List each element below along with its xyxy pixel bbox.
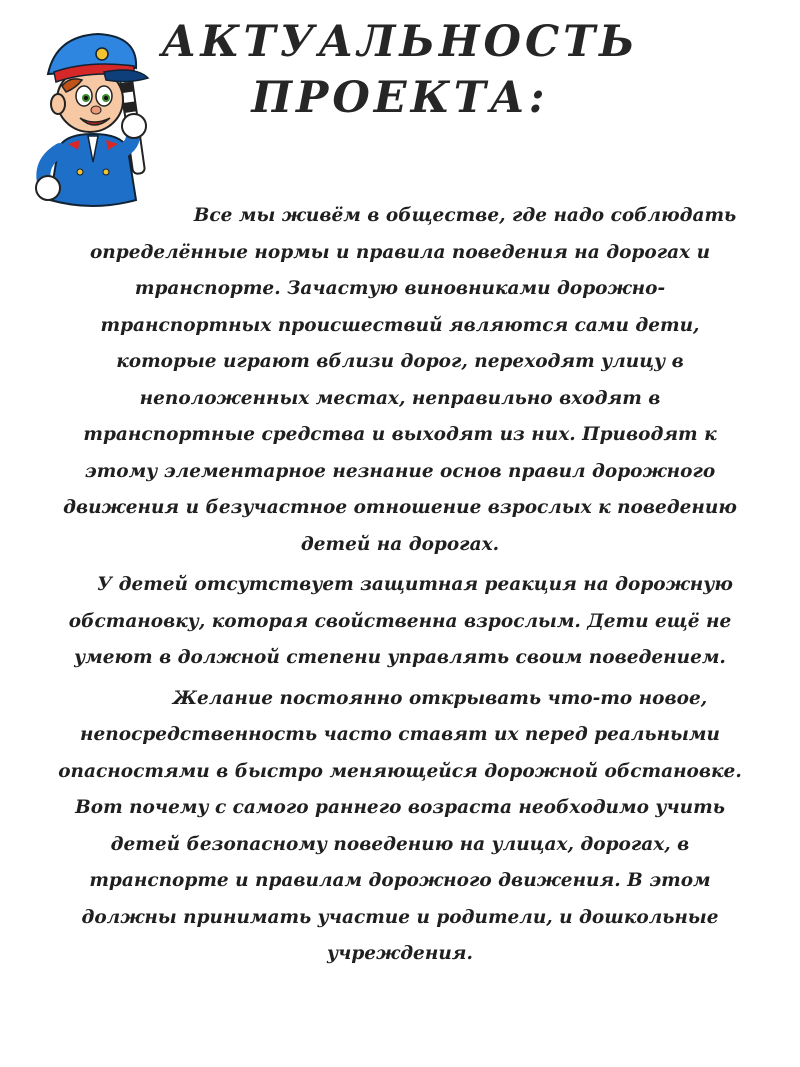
- text-line: которые играют вблизи дорог, переходят улицу в: [116, 351, 684, 372]
- page-title-line: АКТУАЛЬНОСТЬ: [161, 17, 639, 67]
- text-line: обстановку, которая свойственна взрослым. Дети ещё не: [68, 610, 732, 632]
- text-line: детей безопасному поведению на улицах, дорогах, в: [110, 833, 690, 855]
- body-text: [40, 198, 760, 973]
- paragraph: [40, 198, 760, 563]
- text-line: движения и безучастное отношение взрослых к поведению: [63, 497, 737, 518]
- text-line: Желание постоянно открывать что-то новое,: [172, 687, 708, 709]
- paragraph: [40, 567, 760, 677]
- text-line: транспорте и правилам дорожного движения. В этом: [89, 870, 711, 891]
- text-line: неположенных местах, неправильно входят в: [139, 387, 661, 409]
- text-line: учреждения.: [327, 943, 473, 964]
- text-line: У детей отсутствует защитная реакция на дорожную: [97, 574, 733, 595]
- page-title: [150, 14, 650, 126]
- paragraph: [40, 681, 760, 973]
- text-line: должны принимать участие и родители, и дошкольные: [81, 906, 719, 928]
- traffic-police-boy-illustration: [18, 22, 168, 212]
- text-line: транспортных происшествий являются сами дети,: [100, 314, 700, 336]
- text-line: Все мы живём в обществе, где надо соблюдать: [193, 205, 737, 226]
- text-line: непосредственность часто ставят их перед реальными: [80, 724, 720, 745]
- text-line: транспортные средства и выходят из них. Приводят к: [83, 424, 717, 445]
- text-line: Вот почему с самого раннего возраста необходимо учить: [75, 797, 725, 818]
- text-line: умеют в должной степени управлять своим поведением.: [74, 647, 726, 668]
- text-line: опасностями в быстро меняющейся дорожной обстановке.: [58, 760, 742, 782]
- text-line: определённые нормы и правила поведения на дорогах и: [89, 241, 711, 263]
- text-line: детей на дорогах.: [300, 533, 500, 555]
- text-line: этому элементарное незнание основ правил дорожного: [84, 460, 716, 482]
- page-title-line: ПРОЕКТА:: [251, 73, 549, 123]
- text-line: транспорте. Зачастую виновниками дорожно-: [134, 278, 666, 299]
